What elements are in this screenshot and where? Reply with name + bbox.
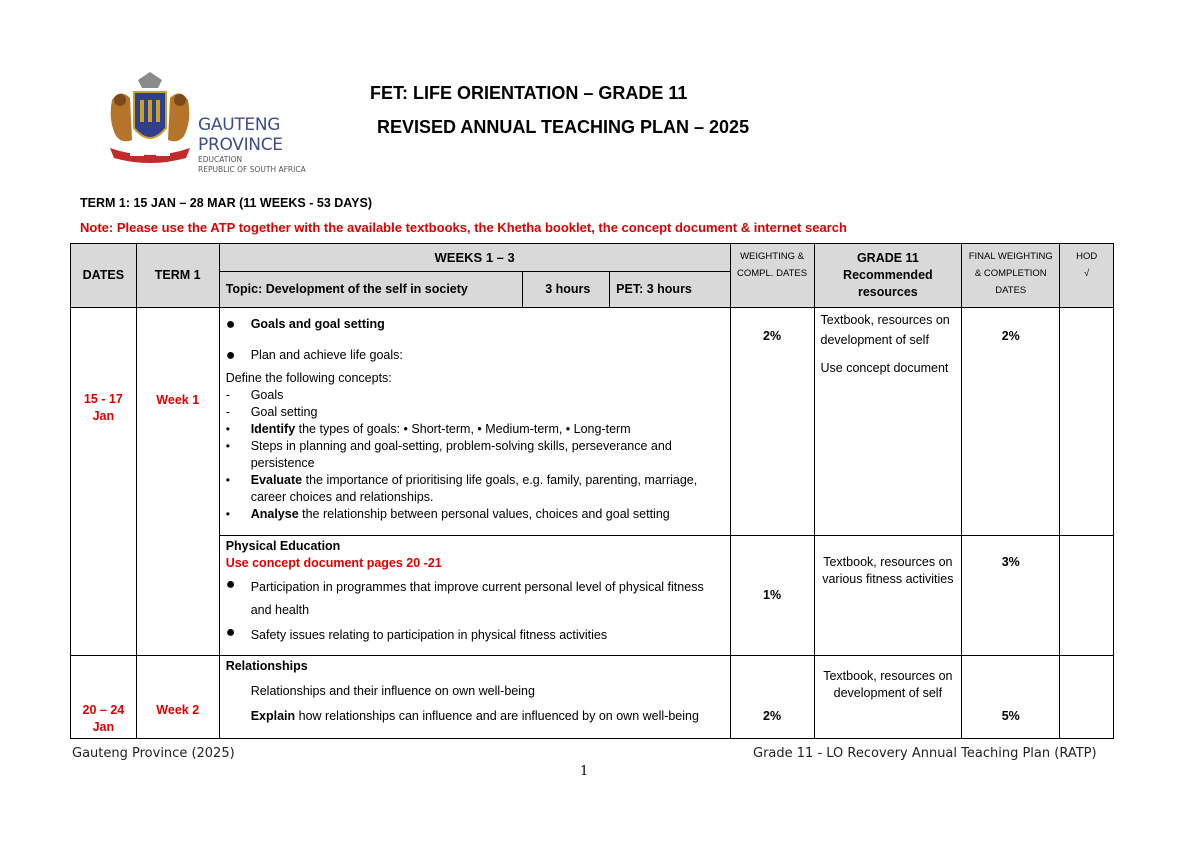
row2-week: Week 2 xyxy=(136,656,219,739)
header-resources: Recommended resources xyxy=(843,268,933,299)
page-subtitle: REVISED ANNUAL TEACHING PLAN – 2025 xyxy=(377,117,750,137)
page-number: 1 xyxy=(580,764,589,779)
row1-pe-content xyxy=(219,536,730,656)
row1-content xyxy=(219,308,730,536)
row1-pe-hod xyxy=(1060,536,1114,656)
gauteng-logo xyxy=(100,70,340,174)
bullet-icon: ● xyxy=(225,347,236,364)
table-row-week1 xyxy=(71,308,1114,536)
logo-country: REPUBLIC OF SOUTH AFRICA xyxy=(198,165,306,174)
row1-pe-weighting: 1% xyxy=(730,536,814,656)
row1-final: 2% xyxy=(962,308,1060,536)
header-final-weighting: FINAL WEIGHTING & COMPLETION DATES xyxy=(962,244,1060,308)
row2-hod xyxy=(1060,656,1114,739)
identify-bold: Identify xyxy=(250,422,296,436)
table-row-week2 xyxy=(71,656,1114,739)
table-row-week1-pe xyxy=(71,536,1114,656)
identify-rest: the types of goals: • Short-term, • Medium-term, • Long-term xyxy=(295,422,631,436)
row1-dates: 15 - 17 Jan xyxy=(71,308,137,656)
row2-explain xyxy=(226,708,724,725)
header-pet: PET: 3 hours xyxy=(610,272,730,308)
pe-concept-ref: Use concept document pages 20 -21 xyxy=(225,556,442,570)
logo-name: GAUTENG PROVINCE xyxy=(198,115,283,155)
table-header-row xyxy=(71,244,1114,272)
bullet-icon: • xyxy=(225,473,230,487)
concept-item xyxy=(226,387,724,404)
steps-item xyxy=(226,438,724,472)
dash-icon: - xyxy=(225,405,230,419)
identify-item xyxy=(226,421,724,438)
row2-final: 5% xyxy=(962,656,1060,739)
row1-pe-resources: Textbook, resources on various fitness activities xyxy=(814,536,962,656)
evaluate-rest: the importance of prioritising life goals, e.g. family, parenting, marriage, career choices and relationships. xyxy=(250,473,698,504)
goals-heading: Goals and goal setting xyxy=(250,317,385,331)
explain-rest: how relationships can influence and are influenced by on own well-being xyxy=(295,709,699,723)
coat-of-arms-icon xyxy=(100,70,200,170)
header-term: TERM 1 xyxy=(136,244,219,308)
bullet-icon: • xyxy=(225,422,230,436)
plan-text: Plan and achieve life goals: xyxy=(250,348,403,362)
pe-item-text: Safety issues relating to participation in physical fitness activities xyxy=(250,628,608,642)
row1-pe-final: 3% xyxy=(962,536,1060,656)
explain-bold: Explain xyxy=(250,709,296,723)
concept-text: Goals xyxy=(250,388,284,402)
row1-hod xyxy=(1060,308,1114,536)
evaluate-item xyxy=(226,472,724,506)
header-topic: Topic: Development of the self in society xyxy=(219,272,522,308)
row2-line1: Relationships and their influence on own well-being xyxy=(250,684,535,698)
header-hod-mark: √ xyxy=(1084,268,1090,279)
header-dates: DATES xyxy=(71,244,137,308)
header-grade-title: GRADE 11 xyxy=(856,251,919,265)
bullet-icon: ● xyxy=(225,624,236,641)
row1-resources-2: Use concept document xyxy=(820,361,949,375)
bullet-icon: • xyxy=(225,439,230,453)
analyse-bold: Analyse xyxy=(250,507,299,521)
teaching-plan-table xyxy=(70,243,1114,739)
pe-item xyxy=(226,576,724,622)
note-text: Note: Please use the ATP together with the available textbooks, the Khetha booklet, the concept document & internet search xyxy=(80,220,847,235)
header-weighting: WEIGHTING & COMPL. DATES xyxy=(730,244,814,308)
bullet-icon: ● xyxy=(225,576,236,593)
header-hod-label: HOD xyxy=(1076,251,1098,262)
row1-weighting: 2% xyxy=(730,308,814,536)
page-title: FET: LIFE ORIENTATION – GRADE 11 xyxy=(370,83,688,103)
analyse-rest: the relationship between personal values, choices and goal setting xyxy=(298,507,670,521)
row1-week: Week 1 xyxy=(136,308,219,656)
header-hod xyxy=(1060,244,1114,308)
row1-resources-1: Textbook, resources on development of self xyxy=(820,313,950,347)
row2-heading: Relationships xyxy=(225,659,308,673)
pe-item xyxy=(226,624,724,647)
header-hours: 3 hours xyxy=(523,272,610,308)
evaluate-bold: Evaluate xyxy=(250,473,303,487)
row2-resources: Textbook, resources on development of self xyxy=(814,656,962,739)
dash-icon: - xyxy=(225,388,230,402)
term-info: TERM 1: 15 JAN – 28 MAR (11 WEEKS - 53 DAYS) xyxy=(80,196,372,210)
concept-item xyxy=(226,404,724,421)
steps-text: Steps in planning and goal-setting, problem-solving skills, perseverance and persistence xyxy=(250,439,672,470)
pe-heading: Physical Education xyxy=(225,539,341,553)
footer-left: Gauteng Province (2025) xyxy=(72,746,235,761)
row1-resources xyxy=(814,308,962,536)
row2-content xyxy=(219,656,730,739)
logo-dept: EDUCATION xyxy=(198,155,243,164)
row2-weighting: 2% xyxy=(730,656,814,739)
concept-text: Goal setting xyxy=(250,405,318,419)
row2-dates: 20 – 24 Jan xyxy=(71,656,137,739)
header-weeks: WEEKS 1 – 3 xyxy=(219,244,730,272)
footer-right: Grade 11 - LO Recovery Annual Teaching Plan (RATP) xyxy=(753,746,1097,761)
define-text: Define the following concepts: xyxy=(225,371,392,385)
pe-item-text: Participation in programmes that improve current personal level of physical fitness and health xyxy=(250,580,704,617)
plan-item xyxy=(226,347,724,364)
bullet-icon: ● xyxy=(225,316,236,333)
goals-heading-item xyxy=(226,316,724,333)
bullet-icon: • xyxy=(225,507,230,521)
header-grade xyxy=(814,244,962,308)
analyse-item xyxy=(226,506,724,523)
